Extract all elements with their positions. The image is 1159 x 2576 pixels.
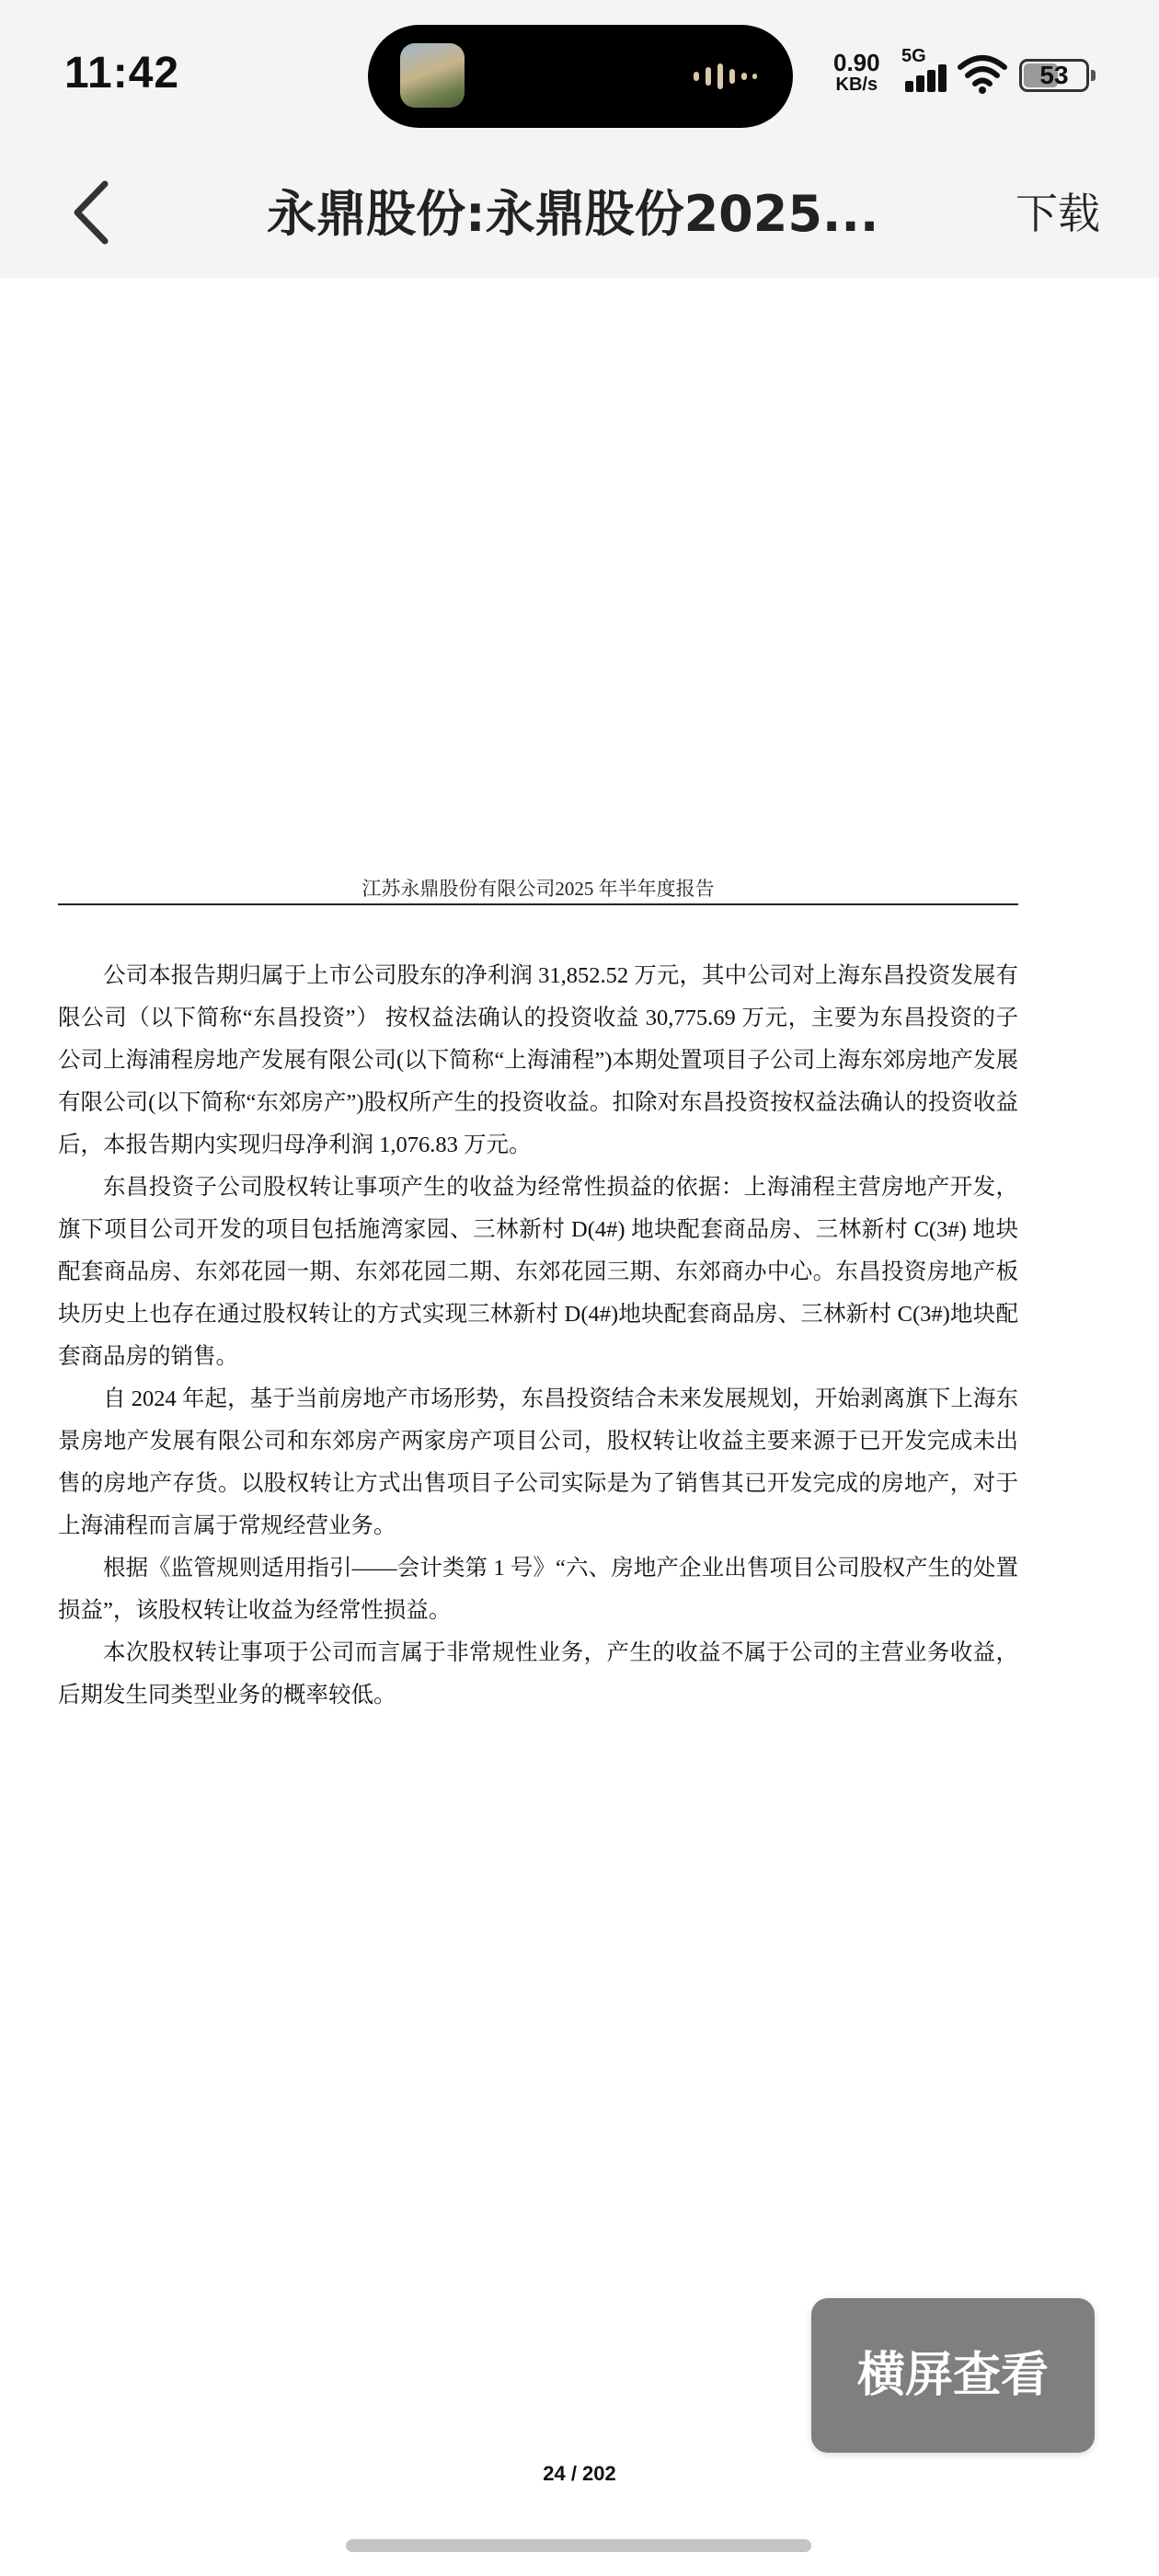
- status-time: 11:42: [64, 49, 180, 98]
- page-title: 永鼎股份:永鼎股份2025...: [267, 185, 879, 243]
- nav-bar: [0, 147, 1159, 278]
- network-type: 5G: [901, 46, 926, 66]
- status-bar: [0, 0, 1159, 147]
- paragraph: 自 2024 年起，基于当前房地产市场形势，东昌投资结合未来发展规划，开始剥离旗下上海东景房地产发展有限公司和东郊房产两家房产项目公司，股权转让收益主要来源于已开发完成未出售的房地产存货。以股权转让方式出售项目子公司实际是为了销售其已开发完成的房地产，对于上海浦程而言属于常规经营业务。: [58, 1386, 1018, 1538]
- download-button[interactable]: 下载: [1016, 189, 1100, 238]
- back-button[interactable]: [57, 171, 131, 254]
- chevron-left-icon: [57, 171, 131, 254]
- page-indicator: 24 / 202: [543, 2462, 616, 2485]
- header-divider: [58, 903, 1018, 905]
- network-speed: [833, 49, 880, 96]
- cellular-signal-icon: [901, 46, 951, 96]
- battery-cap: [1091, 70, 1096, 81]
- document-body: [58, 955, 1018, 1717]
- media-thumbnail[interactable]: [400, 43, 465, 108]
- network-speed-unit: KB/s: [835, 75, 878, 95]
- dynamic-island[interactable]: [368, 25, 793, 128]
- audio-wave-icon: [692, 62, 758, 91]
- home-indicator[interactable]: [346, 2539, 811, 2552]
- pdf-page-view[interactable]: [0, 278, 1159, 2504]
- battery-level: 53: [1039, 61, 1069, 89]
- document-header: 江苏永鼎股份有限公司2025 年半年度报告: [361, 878, 715, 900]
- paragraph: 根据《监管规则适用指引——会计类第 1 号》“六、房地产企业出售项目公司股权产生的处置损益”，该股权转让收益为经常性损益。: [58, 1556, 1018, 1623]
- paragraph: 东昌投资子公司股权转让事项产生的收益为经常性损益的依据：上海浦程主营房地产开发，旗下项目公司开发的项目包括施湾家园、三林新村 D(4#) 地块配套商品房、三林新村 C(3#) 地块配套商品房、东郊花园一期、东郊花园二期、东郊花园三期、东郊商办中心。东昌投资房地产板块历史上也存在通过股权转让的方式实现三林新村 D(4#)地块配套商品房、三林新村 C(3#)地块配套商品房的销售。: [58, 1175, 1018, 1369]
- paragraph: 本次股权转让事项于公司而言属于非常规性业务，产生的收益不属于公司的主营业务收益，后期发生同类型业务的概率较低。: [58, 1640, 1018, 1708]
- wifi-icon: [957, 53, 1008, 94]
- network-speed-value: 0.90: [833, 49, 880, 76]
- battery-icon: [1019, 59, 1089, 92]
- landscape-view-button[interactable]: 横屏查看: [811, 2298, 1095, 2453]
- paragraph: 公司本报告期归属于上市公司股东的净利润 31,852.52 万元，其中公司对上海东昌投资发展有限公司（以下简称“东昌投资”） 按权益法确认的投资收益 30,775.69 万元，主要为东昌投资的子公司上海浦程房地产发展有限公司(以下简称“上海浦程”)本期处置项目子公司上海东郊房地产发展有限公司(以下简称“东郊房产”)股权所产生的投资收益。扣除对东昌投资按权益法确认的投资收益后，本报告期内实现归母净利润 1,076.83 万元。: [58, 963, 1018, 1157]
